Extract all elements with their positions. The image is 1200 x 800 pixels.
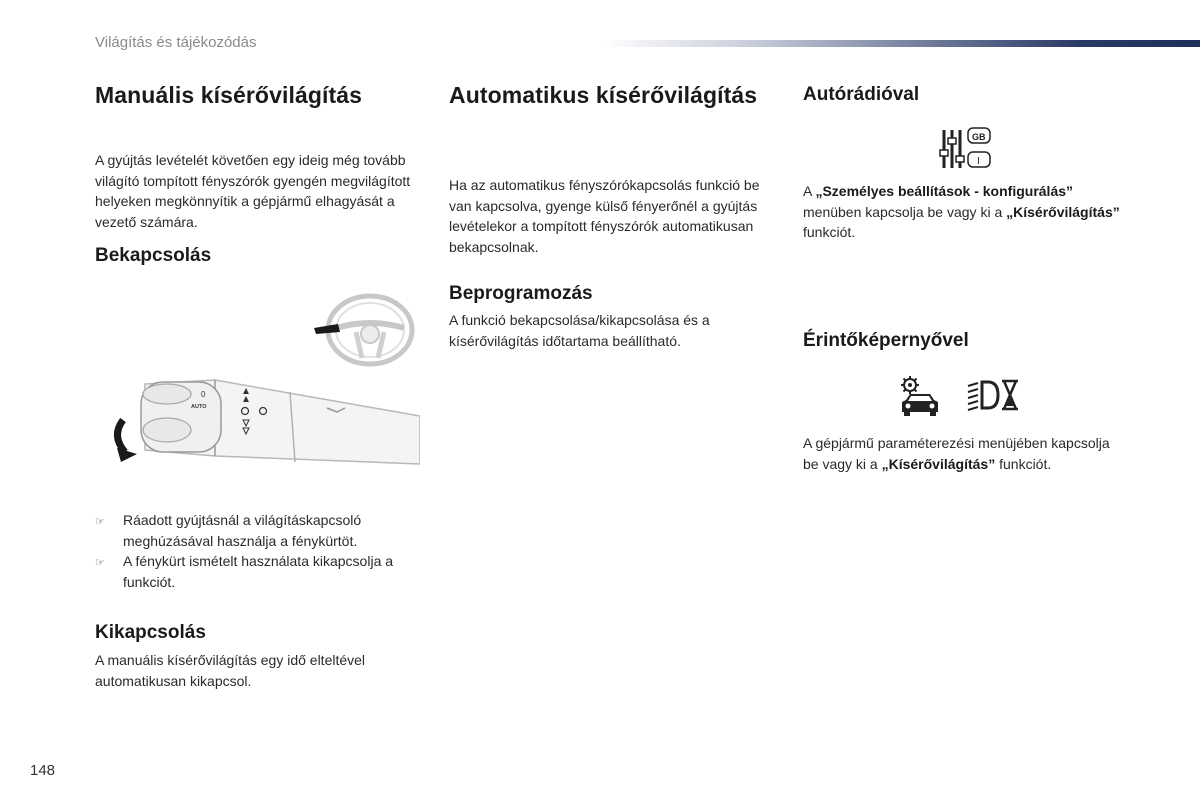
steering-wheel-icon — [310, 292, 420, 372]
radio-heading: Autórádióval — [803, 84, 920, 105]
pointing-hand-icon: ☞ — [95, 557, 105, 569]
on-bullets — [95, 510, 415, 592]
radio-settings-icon — [938, 126, 994, 170]
car-settings-icon — [898, 374, 942, 418]
prog-heading: Beprogramozás — [449, 283, 593, 304]
section-title: Világítás és tájékozódás — [95, 34, 257, 51]
auto-intro: Ha az automatikus fényszórókapcsolás funkció be van kapcsolva, gyenge külső fényerőnél a gyújtás levételekor a tompított fényszórók automatikusan bekapcsolnak. — [449, 177, 760, 255]
radio-text: A „Személyes beállítások - konfigurálás” menüben kapcsolja be vagy ki a „Kísérővilágítás” funkciót. — [803, 183, 1120, 240]
manual-intro: A gyújtás levételét követően egy ideig még tovább világító tompított fényszórók gyengén megvilágított helyeken megkönnyítik a gépjármű elhagyását a vezető számára. — [95, 152, 411, 230]
language-gb-label: GB — [972, 132, 986, 142]
list-item: ☞ A fénykürt ismételt használata kikapcsolja a funkciót. — [95, 551, 415, 592]
light-stalk-illustration — [105, 372, 420, 472]
off-heading: Kikapcsolás — [95, 622, 206, 643]
language-i-label: I — [977, 156, 980, 167]
pointing-hand-icon: ☞ — [95, 516, 105, 528]
headlight-timer-icon — [966, 378, 1022, 412]
page-number: 148 — [30, 762, 56, 779]
touch-text: A gépjármű paraméterezési menüjében kapcsolja be vagy ki a „Kísérővilágítás” funkciót. — [803, 435, 1110, 472]
prog-text: A funkció bekapcsolása/kikapcsolása és a kísérővilágítás időtartama beállítható. — [449, 312, 710, 349]
auto-title: Automatikus kísérővilágítás — [449, 82, 758, 108]
lever-label-off: 0 — [201, 390, 206, 399]
lever-label-auto: AUTO — [191, 404, 207, 410]
list-item: ☞ Ráadott gyújtásnál a világításkapcsoló meghúzásával használja a fénykürtöt. — [95, 510, 415, 551]
on-heading: Bekapcsolás — [95, 245, 212, 266]
off-text: A manuális kísérővilágítás egy idő elteltével automatikusan kikapcsol. — [95, 652, 366, 689]
touch-heading: Érintőképernyővel — [803, 330, 969, 351]
header-gradient-bar — [600, 40, 1200, 47]
manual-title: Manuális kísérővilágítás — [95, 82, 363, 108]
